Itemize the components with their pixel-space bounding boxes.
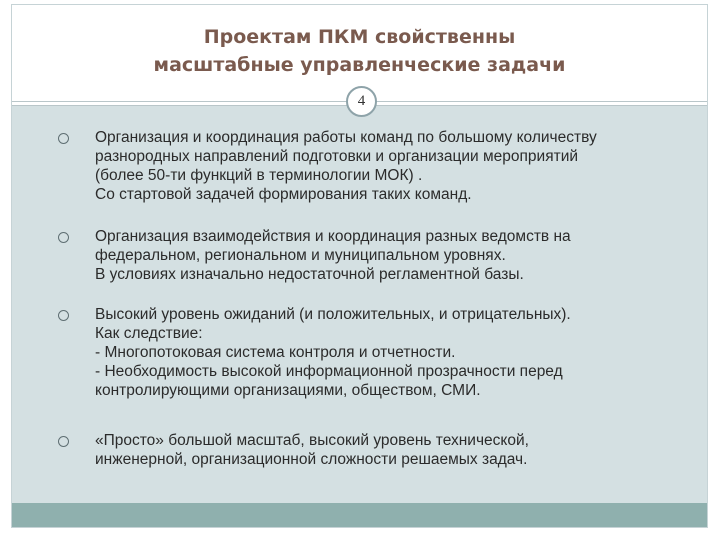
bullet-line: разнородных направлений подготовки и организации мероприятий (95, 148, 579, 165)
page-number-badge: 4 (346, 86, 377, 117)
circle-bullet-icon (58, 133, 69, 144)
circle-bullet-icon (58, 310, 69, 321)
bullet-line: «Просто» большой масштаб, высокий уровень технической, (95, 432, 529, 449)
bullet-text (95, 431, 685, 469)
circle-bullet-icon (58, 436, 69, 447)
slide-title (12, 23, 707, 79)
bullet-line: Со стартовой задачей формирования таких команд. (95, 186, 472, 203)
bullet-line: контролирующими организациями, обществом, СМИ. (95, 382, 481, 399)
circle-bullet-icon (58, 232, 69, 243)
bullet-line: - Многопотоковая система контроля и отчетности. (95, 344, 456, 361)
bullet-text (95, 227, 685, 284)
bottom-bar (12, 503, 707, 527)
slide-title-line-2: масштабные управленческие задачи (153, 54, 566, 76)
bullet-line: Организация и координация работы команд по большому количеству (95, 129, 597, 146)
bullet-line: Как следствие: (95, 325, 203, 342)
bullet-line: инженерной, организационной сложности решаемых задач. (95, 451, 528, 468)
bullet-line: Организация взаимодействия и координация разных ведомств на (95, 228, 571, 245)
slide-frame (11, 4, 708, 528)
bullet-text (95, 305, 685, 400)
bullet-line: Высокий уровень ожиданий (и положительных, и отрицательных). (95, 306, 571, 323)
bullet-line: - Необходимость высокой информационной прозрачности перед (95, 363, 563, 380)
bullet-line: (более 50-ти функций в терминологии МОК) . (95, 167, 423, 184)
slide-title-line-1: Проектам ПКМ свойственны (203, 26, 516, 48)
bullet-line: В условиях изначально недостаточной регламентной базы. (95, 266, 524, 283)
bullet-line: федеральном, региональном и муниципальном уровнях. (95, 247, 506, 264)
bullet-text (95, 128, 685, 204)
